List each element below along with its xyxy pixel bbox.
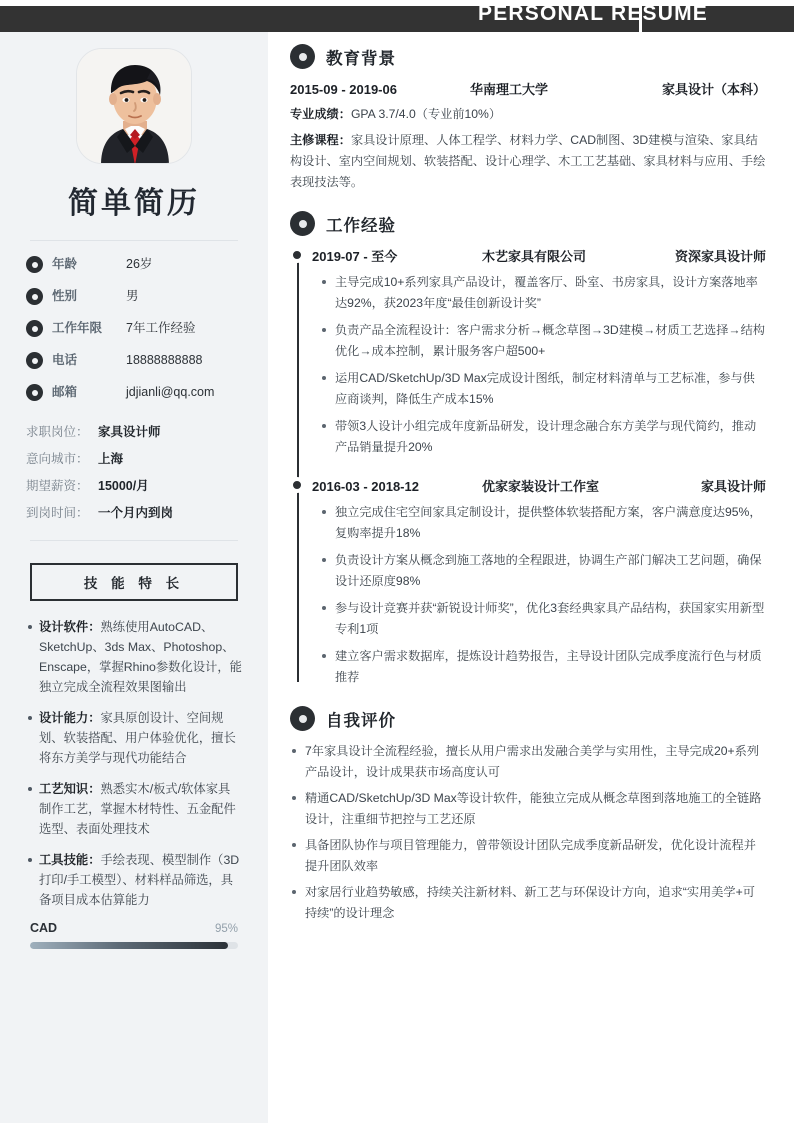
education-courses-value: 家具设计原理、人体工程学、材料力学、CAD制图、3D建模与渲染、家具结构设计、室内空间规划、软装搭配、设计心理学、木工工艺基础、家具材料与应用、手绘表现技法等。 — [290, 133, 766, 189]
job-bullet — [322, 416, 766, 458]
skill-label: 工艺知识： — [39, 782, 101, 796]
intent-key: 到岗时间： — [26, 506, 89, 520]
info-value: 18888888888 — [126, 353, 203, 367]
intent-value: 15000/月 — [98, 479, 149, 493]
bullet-ring-icon — [26, 320, 43, 337]
skills-section-title: 技 能 特 长 — [30, 563, 238, 601]
job-bullets — [312, 272, 766, 458]
bullet-dot-icon — [322, 424, 326, 428]
section-title: 工作经验 — [326, 216, 396, 235]
bullet-dot-icon — [292, 796, 296, 800]
timeline-dot-icon — [290, 248, 304, 262]
job-bullet — [322, 368, 766, 410]
info-row-email — [26, 383, 242, 401]
job-header — [312, 476, 766, 495]
sidebar-divider-top — [30, 240, 238, 241]
education-school: 华南理工大学 — [470, 82, 549, 97]
info-value: jdjianli@qq.com — [126, 385, 215, 399]
job-company: 优家家装设计工作室 — [482, 479, 600, 494]
evaluation-item — [290, 741, 766, 783]
intent-key: 期望薪资： — [26, 479, 89, 493]
education-courses-label: 主修课程： — [290, 133, 351, 147]
job-bullet — [322, 646, 766, 688]
skill-item-design-ability — [26, 708, 242, 768]
timeline-dot-icon — [290, 478, 304, 492]
job-date: 2019-07 - 至今 — [312, 249, 398, 264]
section-marker-icon — [290, 706, 315, 731]
job-bullet — [322, 550, 766, 592]
info-row-phone — [26, 351, 242, 369]
evaluation-list — [290, 741, 766, 924]
job-bullet-text: 负责产品全流程设计：客户需求分析→概念草图→3D建模→材质工艺选择→结构优化→成本控制，累计服务客户超500+ — [335, 323, 765, 358]
avatar-illustration-icon — [77, 49, 192, 164]
evaluation-item — [290, 835, 766, 877]
job-bullet-text: 参与设计竞赛并获“新锐设计师奖”，优化3套经典家具产品结构，获国家实用新型专利1项 — [335, 601, 765, 636]
section-title: 教育背景 — [326, 49, 396, 68]
bullet-dot-icon — [28, 787, 32, 791]
job-bullets — [312, 502, 766, 688]
candidate-name: 简单简历 — [68, 187, 200, 220]
section-marker-icon — [290, 211, 315, 236]
section-marker-icon — [290, 44, 315, 69]
job-company: 木艺家具有限公司 — [482, 249, 587, 264]
bullet-dot-icon — [292, 749, 296, 753]
skill-bar-fill — [30, 942, 228, 949]
skill-label: 工具技能： — [39, 853, 101, 867]
job-bullet-text: 运用CAD/SketchUp/3D Max完成设计图纸，制定材料清单与工艺标准，参与供应商谈判，降低生产成本15% — [335, 371, 755, 406]
intent-value: 一个月内到岗 — [98, 506, 174, 520]
timeline-line — [297, 253, 299, 682]
bullet-ring-icon — [26, 352, 43, 369]
job-bullet — [322, 502, 766, 544]
info-value: 7年工作经验 — [126, 321, 196, 335]
job-bullet — [322, 272, 766, 314]
bullet-dot-icon — [322, 558, 326, 562]
info-label: 工作年限 — [52, 321, 103, 335]
job-header — [312, 246, 766, 265]
info-label: 性别 — [52, 289, 78, 303]
education-date: 2015-09 - 2019-06 — [290, 82, 397, 97]
skill-label: 设计能力： — [39, 711, 101, 725]
bullet-dot-icon — [322, 328, 326, 332]
page-title: PERSONAL RESUME — [478, 2, 708, 25]
sidebar — [0, 32, 268, 1123]
section-title: 自我评价 — [326, 711, 396, 730]
bullet-ring-icon — [26, 288, 43, 305]
evaluation-text: 7年家具设计全流程经验，擅长从用户需求出发融合美学与实用性，主导完成20+系列产品设计，设计成果获市场高度认可 — [305, 744, 760, 779]
intent-value: 上海 — [98, 452, 124, 466]
education-courses — [290, 130, 766, 193]
avatar — [76, 48, 192, 164]
skill-bar-percent: 95% — [214, 923, 238, 935]
evaluation-item — [290, 882, 766, 924]
intent-row-availability — [26, 504, 242, 522]
education-major: 家具设计（本科） — [661, 82, 766, 97]
avatar-wrap — [26, 48, 242, 164]
skill-item-tool-skills — [26, 850, 242, 910]
bullet-dot-icon — [292, 843, 296, 847]
personal-info-list — [26, 255, 242, 401]
skill-text: 家具原创设计、空间规划、软装搭配、用户体验优化，擅长将东方美学与现代功能结合 — [39, 711, 236, 765]
info-label: 年龄 — [52, 257, 78, 271]
job-bullet-text: 独立完成住宅空间家具定制设计，提供整体软装搭配方案，客户满意度达95%，复购率提升18% — [335, 505, 762, 540]
education-entry-header — [290, 79, 766, 98]
bullet-dot-icon — [322, 510, 326, 514]
evaluation-text: 具备团队协作与项目管理能力，曾带领设计团队完成季度新品研发，优化设计流程并提升团队效率 — [305, 838, 756, 873]
section-self-evaluation — [290, 706, 766, 924]
intent-row-position — [26, 423, 242, 441]
education-gpa — [290, 104, 766, 125]
job-intent-list — [26, 423, 242, 522]
skill-bar-cad — [30, 921, 238, 949]
sidebar-divider-bottom — [30, 540, 238, 541]
job-bullet — [322, 320, 766, 362]
section-experience — [290, 211, 766, 688]
info-label: 邮箱 — [52, 385, 78, 399]
bullet-dot-icon — [28, 858, 32, 862]
job-bullet-text: 带领3人设计小组完成年度新品研发，设计理念融合东方美学与现代简约，推动产品销量提升20% — [335, 419, 757, 454]
bullet-dot-icon — [28, 625, 32, 629]
job-bullet-text: 负责设计方案从概念到施工落地的全程跟进，协调生产部门解决工艺问题，确保设计还原度98% — [335, 553, 762, 588]
bullet-dot-icon — [322, 654, 326, 658]
job-entry — [312, 476, 766, 688]
info-label: 电话 — [52, 353, 78, 367]
intent-key: 意向城市： — [26, 452, 89, 466]
skill-label: 设计软件： — [39, 620, 101, 634]
intent-value: 家具设计师 — [98, 425, 161, 439]
info-row-age — [26, 255, 242, 273]
bullet-dot-icon — [322, 376, 326, 380]
info-row-experience-years — [26, 319, 242, 337]
job-role: 家具设计师 — [700, 479, 766, 494]
skill-item-software — [26, 617, 242, 697]
job-role: 资深家具设计师 — [674, 249, 766, 264]
main-content — [290, 44, 766, 929]
skill-bar-label: CAD — [30, 921, 58, 935]
bullet-dot-icon — [322, 280, 326, 284]
bullet-ring-icon — [26, 384, 43, 401]
experience-timeline — [290, 246, 766, 688]
evaluation-text: 精通CAD/SketchUp/3D Max等设计软件，能独立完成从概念草图到落地施工的全链路设计，注重细节把控与工艺还原 — [305, 791, 762, 826]
skill-text: 手绘表现、模型制作（3D打印/手工模型）、材料样品筛选，具备项目成本估算能力 — [39, 853, 240, 907]
evaluation-text: 对家居行业趋势敏感，持续关注新材料、新工艺与环保设计方向，追求“实用美学+可持续”的设计理念 — [305, 885, 755, 920]
education-gpa-label: 专业成绩： — [290, 107, 351, 121]
bullet-dot-icon — [322, 606, 326, 610]
skill-text: 熟练使用AutoCAD、SketchUp、3ds Max、Photoshop、Enscape，掌握Rhino参数化设计，能独立完成全流程效果图输出 — [39, 620, 242, 694]
skill-item-craft-knowledge — [26, 779, 242, 839]
bullet-dot-icon — [28, 716, 32, 720]
section-education — [290, 44, 766, 193]
job-bullet-text: 建立客户需求数据库，提炼设计趋势报告，主导设计团队完成季度流行色与材质推荐 — [335, 649, 762, 684]
info-row-gender — [26, 287, 242, 305]
info-value: 男 — [126, 289, 139, 303]
skill-text: 熟悉实木/板式/软体家具制作工艺，掌握木材特性、五金配件选型、表面处理技术 — [39, 782, 236, 836]
skill-bar-track — [30, 942, 238, 949]
info-value: 26岁 — [126, 257, 153, 271]
job-entry — [312, 246, 766, 458]
intent-row-city — [26, 450, 242, 468]
job-bullet-text: 主导完成10+系列家具产品设计，覆盖客厅、卧室、书房家具，设计方案落地率达92%，获2023年度“最佳创新设计奖” — [335, 275, 758, 310]
intent-key: 求职岗位： — [26, 425, 89, 439]
job-bullet — [322, 598, 766, 640]
job-date: 2016-03 - 2018-12 — [312, 479, 419, 494]
intent-row-salary — [26, 477, 242, 495]
bullet-ring-icon — [26, 256, 43, 273]
education-gpa-value: GPA 3.7/4.0（专业前10%） — [350, 107, 502, 121]
skills-list — [26, 617, 242, 910]
evaluation-item — [290, 788, 766, 830]
bullet-dot-icon — [292, 890, 296, 894]
